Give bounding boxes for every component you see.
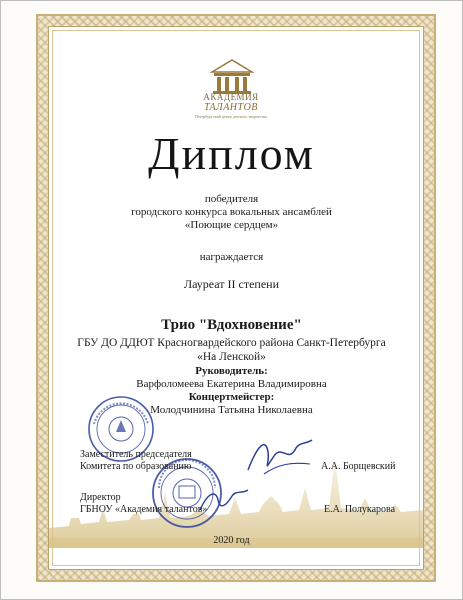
diploma-year: 2020 год — [213, 535, 250, 546]
award-degree: Лауреат II степени — [183, 277, 280, 291]
leader-label: Руководитель: — [195, 365, 268, 377]
deputy-title-line2: Комитета по образованию — [80, 461, 192, 472]
deputy-name: А.А. Борщевский — [321, 461, 396, 472]
leader-name: Варфоломеева Екатерина Владимировна — [136, 378, 327, 390]
diploma-title: Диплом — [148, 128, 315, 179]
ensemble-name: Трио "Вдохновение" — [161, 317, 302, 333]
logo-tagline: Петербургский центр детского творчества — [195, 114, 267, 119]
deputy-title-line1: Заместитель председателя — [80, 449, 192, 460]
logo-name-top: АКАДЕМИЯ — [203, 92, 259, 102]
accompanist-name: Молодчинина Татьяна Николаевна — [150, 404, 313, 416]
institution-line-2: «На Ленской» — [197, 351, 266, 363]
recipient-status: победителя — [204, 193, 259, 205]
awarded-label: награждается — [199, 251, 264, 263]
contest-name: «Поющие сердцем» — [184, 219, 279, 231]
contest-line: городского конкурса вокальных ансамблей — [131, 206, 332, 218]
accompanist-label: Концертмейстер: — [188, 391, 275, 403]
institution-line-1: ГБУ ДО ДДЮТ Красногвардейского района Санкт-Петербурга — [77, 337, 386, 349]
director-name: Е.А. Полукарова — [324, 504, 396, 515]
logo-name-bottom: ТАЛАНТОВ — [204, 102, 258, 113]
director-title-line2: ГБНОУ «Академия талантов» — [80, 504, 208, 515]
director-title-line1: Директор — [80, 492, 121, 503]
